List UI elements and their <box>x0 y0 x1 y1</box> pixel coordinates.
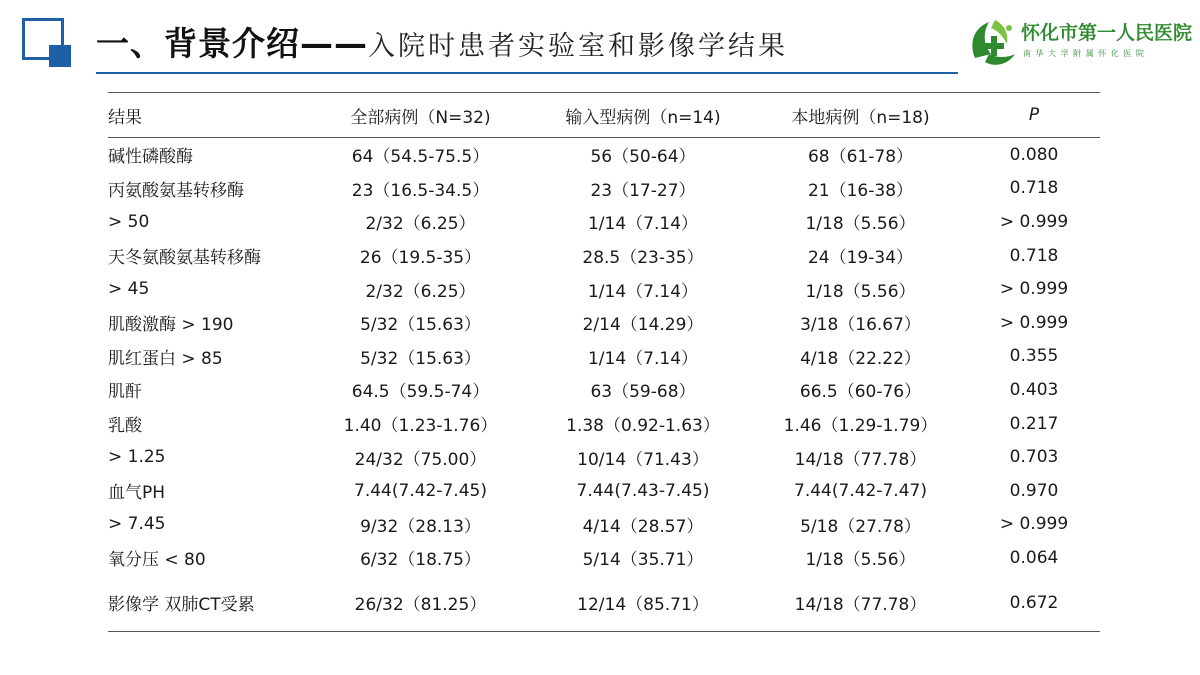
row-label: 血气PH <box>108 483 166 504</box>
cell-p-value: > 0.999 <box>999 514 1069 535</box>
row-label: 肌红蛋白 > 85 <box>108 348 223 369</box>
cell-imported-cases: 1/14（7.14） <box>587 281 699 302</box>
row-label: > 45 <box>108 279 150 300</box>
table-header-row <box>108 93 1100 138</box>
cell-local-cases: 7.44(7.42-7.47) <box>794 480 927 501</box>
table-row <box>108 407 1100 441</box>
cell-all-cases: 64（54.5-75.5） <box>351 147 490 168</box>
row-label: 碱性磷酸酶 <box>108 147 193 168</box>
cell-p-value: 0.672 <box>1009 592 1059 613</box>
row-label: > 50 <box>108 211 150 232</box>
cell-imported-cases: 12/14（85.71） <box>577 595 709 616</box>
cell-all-cases: 24/32（75.00） <box>354 449 487 470</box>
cell-p-value: > 0.999 <box>999 312 1069 333</box>
cell-local-cases: 5/18（27.78） <box>800 516 921 537</box>
cell-p-value: 0.080 <box>1009 144 1059 165</box>
row-label: 影像学 双肺CT受累 <box>108 595 255 616</box>
cell-p-value: 0.718 <box>1009 245 1059 266</box>
row-label: > 7.45 <box>108 514 166 535</box>
cell-all-cases: 5/32（15.63） <box>360 348 481 369</box>
row-label: 丙氨酸氨基转移酶 <box>108 180 244 201</box>
cell-imported-cases: 2/14（14.29） <box>582 315 704 336</box>
hospital-subtitle: 南 华 大 学 附 属 怀 化 医 院 <box>1023 49 1145 58</box>
title-main: 一、背景介绍—— <box>96 24 368 63</box>
hospital-emblem-icon <box>965 14 1019 70</box>
cell-local-cases: 14/18（77.78） <box>794 595 927 616</box>
row-label: > 1.25 <box>108 447 166 468</box>
cell-imported-cases: 23（17-27） <box>590 180 696 201</box>
column-header-imported: 输入型病例（n=14) <box>565 107 721 128</box>
cell-all-cases: 2/32（6.25） <box>365 281 476 302</box>
cell-local-cases: 68（61-78） <box>807 147 914 168</box>
cell-imported-cases: 1/14（7.14） <box>587 348 699 369</box>
cell-local-cases: 1.46（1.29-1.79） <box>783 416 938 437</box>
slide-header <box>0 0 1200 80</box>
cell-imported-cases: 4/14（28.57） <box>582 516 704 537</box>
cell-all-cases: 23（16.5-34.5） <box>351 180 490 201</box>
cell-imported-cases: 56（50-64） <box>590 147 696 168</box>
row-label: 乳酸 <box>108 416 142 437</box>
cell-p-value: 0.718 <box>1009 178 1059 199</box>
column-header-local: 本地病例（n=18) <box>791 107 930 128</box>
cell-p-value: 0.403 <box>1009 379 1059 400</box>
column-header-all: 全部病例（N=32) <box>350 107 491 128</box>
row-label: 天冬氨酸氨基转移酶 <box>108 248 261 269</box>
table-row <box>108 205 1100 239</box>
cell-imported-cases: 1/14（7.14） <box>587 214 699 235</box>
cell-imported-cases: 28.5（23-35） <box>582 248 704 269</box>
cell-local-cases: 4/18（22.22） <box>800 348 921 369</box>
cell-all-cases: 26/32（81.25） <box>354 595 487 616</box>
cell-all-cases: 26（19.5-35） <box>359 248 482 269</box>
table-row <box>108 138 1100 172</box>
title-underline <box>96 72 958 74</box>
cell-local-cases: 1/18（5.56） <box>805 550 916 571</box>
table-row <box>108 272 1100 306</box>
cell-imported-cases: 10/14（71.43） <box>577 449 709 470</box>
cell-imported-cases: 1.38（0.92-1.63） <box>566 416 720 437</box>
slide-title <box>96 18 788 70</box>
cell-local-cases: 21（16-38） <box>807 180 914 201</box>
table-row <box>108 541 1100 575</box>
table-row <box>108 239 1100 273</box>
table-row <box>108 373 1100 407</box>
cell-imported-cases: 5/14（35.71） <box>582 550 704 571</box>
cell-local-cases: 14/18（77.78） <box>794 449 927 470</box>
cell-p-value: > 0.999 <box>999 279 1069 300</box>
cell-p-value: 0.355 <box>1009 346 1059 367</box>
cell-local-cases: 3/18（16.67） <box>800 315 921 336</box>
cell-local-cases: 1/18（5.56） <box>805 214 916 235</box>
cell-p-value: 0.064 <box>1009 547 1059 568</box>
row-label: 肌酐 <box>108 382 142 403</box>
cell-all-cases: 5/32（15.63） <box>360 315 481 336</box>
results-table <box>108 92 1100 632</box>
cell-local-cases: 66.5（60-76） <box>799 382 922 403</box>
cell-all-cases: 9/32（28.13） <box>360 516 481 537</box>
cell-local-cases: 24（19-34） <box>807 248 914 269</box>
cell-p-value: 0.217 <box>1009 413 1059 434</box>
cell-all-cases: 6/32（18.75） <box>360 550 481 571</box>
cell-imported-cases: 7.44(7.43-7.45) <box>576 480 710 501</box>
column-header-p: P <box>1028 105 1040 125</box>
table-row <box>108 508 1100 542</box>
title-subtitle: 入院时患者实验室和影像学结果 <box>368 31 788 62</box>
table-row <box>108 172 1100 206</box>
row-label: 肌酸激酶 > 190 <box>108 315 234 336</box>
table-row <box>108 474 1100 508</box>
table-row <box>108 340 1100 374</box>
decorative-squares-icon <box>22 18 74 70</box>
hospital-name: 怀化市第一人民医院 <box>1021 22 1193 44</box>
cell-all-cases: 64.5（59.5-74） <box>351 382 490 403</box>
cell-all-cases: 1.40（1.23-1.76） <box>343 416 498 437</box>
cell-all-cases: 7.44(7.42-7.45) <box>354 480 487 501</box>
hospital-logo <box>965 14 1193 70</box>
row-label: 氧分压 < 80 <box>108 550 206 571</box>
table-row <box>108 306 1100 340</box>
table-row <box>108 575 1100 632</box>
cell-p-value: 0.703 <box>1009 447 1059 468</box>
cell-p-value: > 0.999 <box>999 211 1069 232</box>
column-header-result: 结果 <box>108 107 142 128</box>
cell-p-value: 0.970 <box>1009 480 1059 501</box>
cell-all-cases: 2/32（6.25） <box>365 214 476 235</box>
table-row <box>108 440 1100 474</box>
cell-imported-cases: 63（59-68） <box>590 382 696 403</box>
cell-local-cases: 1/18（5.56） <box>805 281 916 302</box>
